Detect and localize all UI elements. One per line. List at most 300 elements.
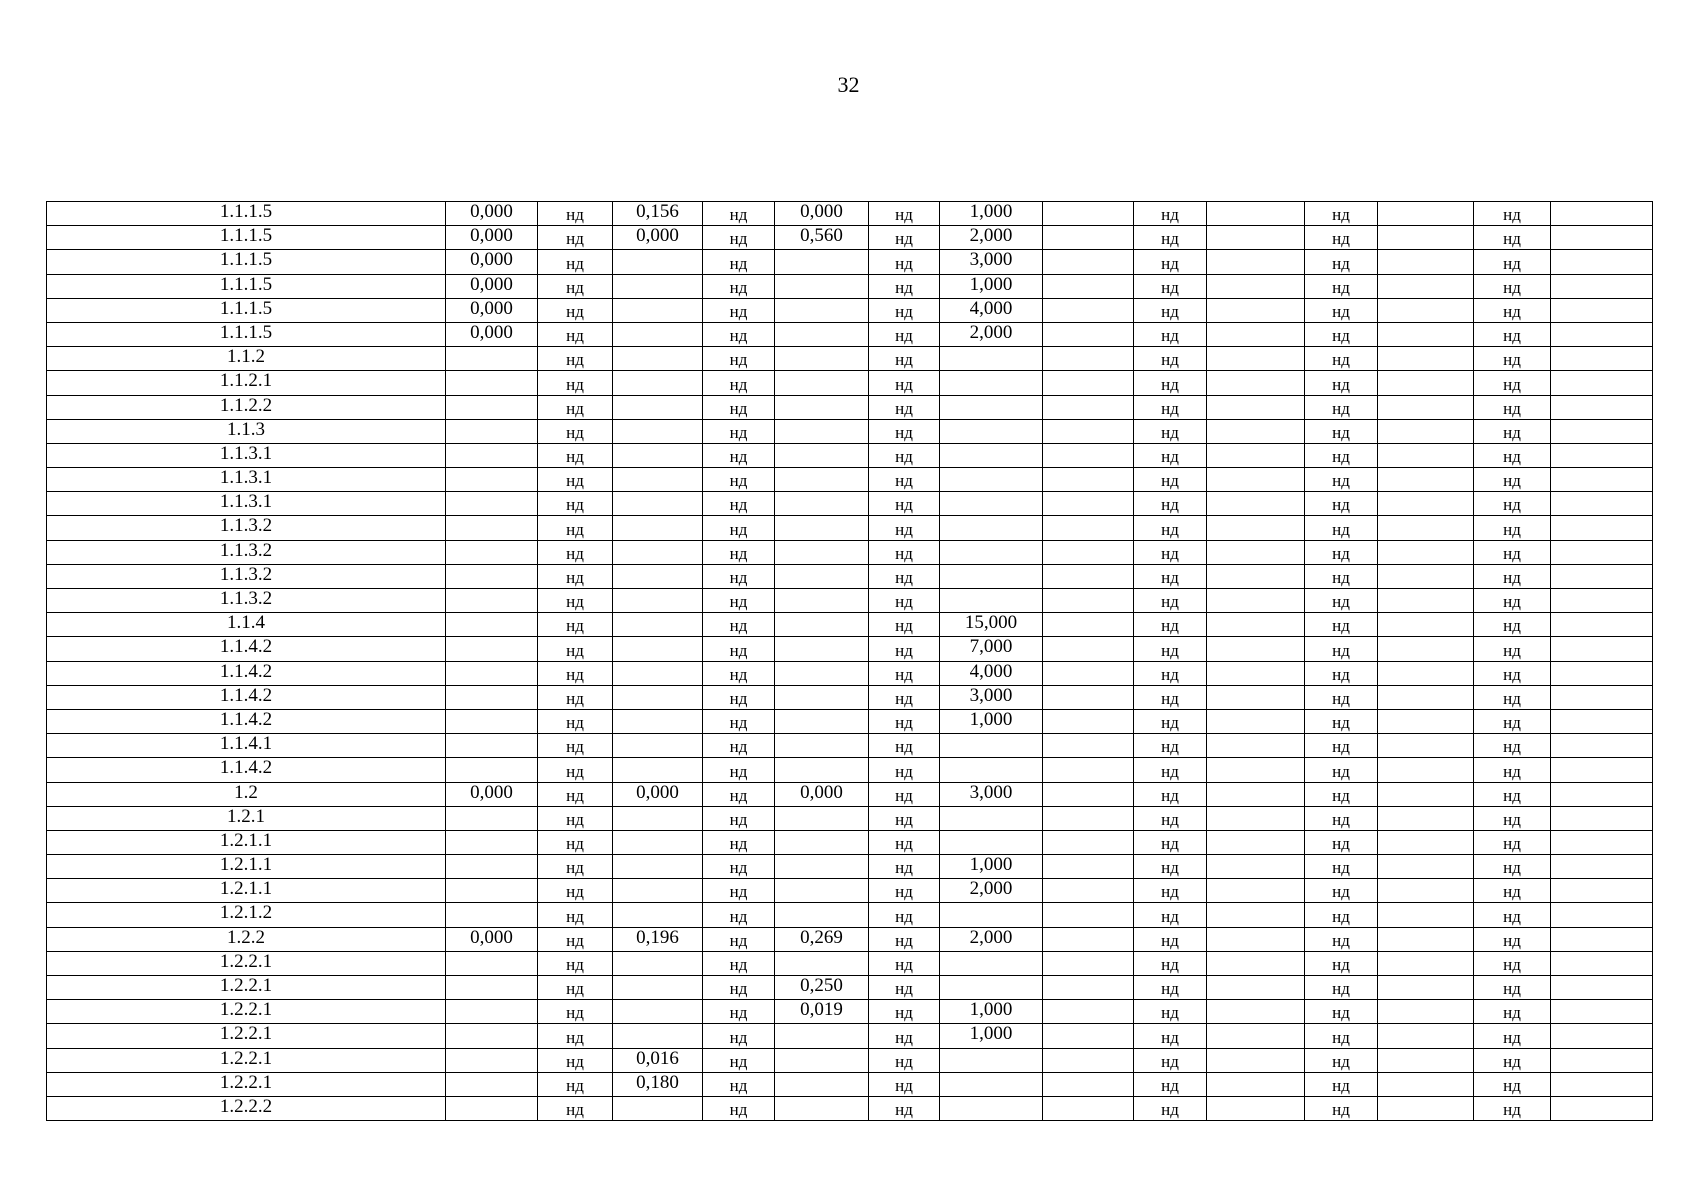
table-cell	[1378, 637, 1474, 661]
table-cell: нд	[703, 927, 775, 951]
table-cell: 1,000	[940, 1000, 1043, 1024]
table-cell: нд	[703, 250, 775, 274]
table-cell	[1378, 516, 1474, 540]
table-cell	[775, 443, 869, 467]
table-cell: нд	[1134, 347, 1207, 371]
table-cell: нд	[538, 758, 613, 782]
table-cell: нд	[1134, 951, 1207, 975]
table-cell: нд	[703, 298, 775, 322]
table-cell	[1378, 855, 1474, 879]
table-cell: нд	[538, 1024, 613, 1048]
table-cell	[446, 903, 538, 927]
table-row	[47, 1048, 1653, 1072]
table-cell	[1207, 540, 1305, 564]
table-cell	[1551, 468, 1653, 492]
table-cell	[446, 951, 538, 975]
table-cell	[1551, 613, 1653, 637]
table-cell: 1,000	[940, 202, 1043, 226]
table-cell	[446, 661, 538, 685]
table-cell	[1378, 709, 1474, 733]
table-cell: нд	[538, 443, 613, 467]
table-cell	[775, 613, 869, 637]
row-code-cell: 1.1.3.1	[47, 443, 446, 467]
table-cell: нд	[538, 1096, 613, 1120]
row-code-cell: 1.2.1.1	[47, 855, 446, 879]
table-cell	[613, 492, 703, 516]
table-cell: нд	[1305, 298, 1378, 322]
table-cell	[1551, 1048, 1653, 1072]
table-cell	[1043, 903, 1134, 927]
table-cell	[940, 806, 1043, 830]
table-cell: нд	[538, 347, 613, 371]
table-cell	[1043, 347, 1134, 371]
table-cell: нд	[1305, 250, 1378, 274]
table-cell	[1551, 226, 1653, 250]
table-cell	[613, 419, 703, 443]
table-cell: нд	[703, 976, 775, 1000]
table-cell: нд	[703, 734, 775, 758]
table-row	[47, 226, 1653, 250]
table-cell	[446, 419, 538, 443]
table-cell: нд	[703, 564, 775, 588]
table-cell	[1207, 1000, 1305, 1024]
table-cell: нд	[703, 589, 775, 613]
table-cell	[1378, 734, 1474, 758]
table-row	[47, 589, 1653, 613]
table-cell: 0,000	[446, 226, 538, 250]
table-cell	[613, 879, 703, 903]
table-cell	[940, 419, 1043, 443]
table-cell	[1551, 1096, 1653, 1120]
table-cell: нд	[1134, 226, 1207, 250]
table-cell	[446, 395, 538, 419]
table-cell	[1043, 1096, 1134, 1120]
table-cell: нд	[703, 613, 775, 637]
table-cell: нд	[1134, 298, 1207, 322]
table-cell: нд	[1305, 202, 1378, 226]
table-cell: нд	[869, 1000, 940, 1024]
table-cell: нд	[1134, 637, 1207, 661]
table-cell: нд	[869, 516, 940, 540]
table-row	[47, 516, 1653, 540]
table-cell	[613, 564, 703, 588]
table-cell	[1551, 540, 1653, 564]
table-row	[47, 564, 1653, 588]
table-cell	[613, 806, 703, 830]
table-cell	[1378, 613, 1474, 637]
table-cell: нд	[1134, 540, 1207, 564]
table-cell	[1378, 758, 1474, 782]
table-cell: 0,000	[446, 782, 538, 806]
table-cell	[775, 322, 869, 346]
table-cell	[446, 540, 538, 564]
table-row	[47, 1000, 1653, 1024]
table-cell	[446, 1024, 538, 1048]
table-cell	[613, 637, 703, 661]
table-cell	[1378, 226, 1474, 250]
table-cell: нд	[1305, 468, 1378, 492]
table-cell	[1551, 927, 1653, 951]
table-row	[47, 371, 1653, 395]
table-cell: 0,000	[446, 927, 538, 951]
table-cell: 1,000	[940, 709, 1043, 733]
table-cell: нд	[869, 202, 940, 226]
table-cell: нд	[1134, 250, 1207, 274]
table-cell: нд	[869, 1048, 940, 1072]
table-row	[47, 709, 1653, 733]
table-cell	[613, 661, 703, 685]
table-cell	[1043, 1072, 1134, 1096]
table-cell: нд	[869, 395, 940, 419]
table-cell	[1207, 298, 1305, 322]
table-cell: нд	[538, 855, 613, 879]
table-cell	[1551, 758, 1653, 782]
row-code-cell: 1.1.1.5	[47, 274, 446, 298]
table-cell	[1207, 661, 1305, 685]
table-cell: нд	[869, 855, 940, 879]
table-cell: нд	[869, 709, 940, 733]
table-cell	[613, 468, 703, 492]
table-cell	[446, 806, 538, 830]
table-cell: 1,000	[940, 855, 1043, 879]
table-cell	[1043, 443, 1134, 467]
table-cell: нд	[538, 492, 613, 516]
table-cell	[1378, 419, 1474, 443]
table-cell: нд	[1134, 564, 1207, 588]
table-cell: нд	[1134, 855, 1207, 879]
table-cell: нд	[1305, 347, 1378, 371]
table-cell: нд	[538, 734, 613, 758]
table-cell	[1378, 202, 1474, 226]
table-cell: нд	[869, 879, 940, 903]
table-cell: нд	[703, 540, 775, 564]
table-cell	[613, 1024, 703, 1048]
table-cell	[1378, 540, 1474, 564]
table-row	[47, 468, 1653, 492]
table-cell: нд	[538, 468, 613, 492]
table-cell: нд	[538, 782, 613, 806]
table-cell	[613, 395, 703, 419]
table-cell	[775, 661, 869, 685]
table-cell: нд	[1305, 927, 1378, 951]
table-row	[47, 322, 1653, 346]
table-row	[47, 347, 1653, 371]
table-cell	[613, 685, 703, 709]
table-cell: 0,560	[775, 226, 869, 250]
table-cell: нд	[869, 951, 940, 975]
table-cell	[1551, 806, 1653, 830]
table-cell	[1043, 540, 1134, 564]
table-cell	[775, 1096, 869, 1120]
row-code-cell: 1.1.3.2	[47, 540, 446, 564]
table-cell: нд	[1305, 540, 1378, 564]
table-cell: нд	[1474, 298, 1551, 322]
table-cell	[775, 492, 869, 516]
table-cell	[775, 758, 869, 782]
table-cell	[775, 1072, 869, 1096]
table-cell	[1378, 274, 1474, 298]
table-cell: нд	[538, 226, 613, 250]
table-cell	[613, 613, 703, 637]
table-cell: нд	[1474, 806, 1551, 830]
row-code-cell: 1.1.4.1	[47, 734, 446, 758]
table-cell: нд	[538, 1000, 613, 1024]
table-cell	[1207, 782, 1305, 806]
table-row	[47, 734, 1653, 758]
table-cell: нд	[1134, 709, 1207, 733]
table-cell: нд	[1134, 1048, 1207, 1072]
table-cell	[1378, 661, 1474, 685]
table-cell	[1043, 1048, 1134, 1072]
table-cell	[1551, 395, 1653, 419]
row-code-cell: 1.2.2.2	[47, 1096, 446, 1120]
table-cell	[446, 613, 538, 637]
table-cell: нд	[703, 226, 775, 250]
table-cell	[1207, 226, 1305, 250]
table-cell	[1043, 927, 1134, 951]
row-code-cell: 1.1.2	[47, 347, 446, 371]
table-cell: нд	[703, 1072, 775, 1096]
table-cell	[1043, 468, 1134, 492]
table-cell: нд	[869, 468, 940, 492]
table-cell: нд	[703, 855, 775, 879]
table-cell	[613, 976, 703, 1000]
table-row	[47, 830, 1653, 854]
row-code-cell: 1.1.4.2	[47, 709, 446, 733]
table-cell	[1378, 1072, 1474, 1096]
table-cell: нд	[1474, 250, 1551, 274]
table-cell: нд	[1474, 734, 1551, 758]
table-cell	[1207, 516, 1305, 540]
table-cell	[446, 516, 538, 540]
table-cell	[446, 443, 538, 467]
table-cell: нд	[538, 685, 613, 709]
table-cell: нд	[1474, 395, 1551, 419]
row-code-cell: 1.2.2.1	[47, 1000, 446, 1024]
table-cell: нд	[1134, 443, 1207, 467]
table-cell	[775, 419, 869, 443]
table-cell	[1043, 250, 1134, 274]
table-cell	[446, 879, 538, 903]
table-cell	[613, 903, 703, 927]
table-cell: нд	[1134, 927, 1207, 951]
table-cell: нд	[869, 830, 940, 854]
table-cell	[940, 395, 1043, 419]
table-cell	[1551, 734, 1653, 758]
table-cell: нд	[1305, 322, 1378, 346]
table-cell: нд	[1474, 782, 1551, 806]
table-cell	[1207, 637, 1305, 661]
table-cell	[1551, 202, 1653, 226]
table-cell	[613, 1000, 703, 1024]
table-cell	[1378, 564, 1474, 588]
table-cell	[446, 492, 538, 516]
table-cell: нд	[1305, 419, 1378, 443]
table-row	[47, 395, 1653, 419]
row-code-cell: 1.1.1.5	[47, 202, 446, 226]
table-cell	[1551, 1072, 1653, 1096]
table-cell	[1378, 1096, 1474, 1120]
table-cell: нд	[1305, 879, 1378, 903]
table-cell: нд	[1474, 371, 1551, 395]
table-cell	[1207, 1048, 1305, 1072]
table-cell	[775, 395, 869, 419]
table-cell: нд	[703, 419, 775, 443]
table-cell: 2,000	[940, 927, 1043, 951]
table-cell	[775, 1024, 869, 1048]
table-cell: нд	[869, 782, 940, 806]
table-cell: нд	[703, 661, 775, 685]
table-cell: нд	[869, 685, 940, 709]
table-cell: нд	[1305, 516, 1378, 540]
table-cell: нд	[1305, 855, 1378, 879]
table-cell: нд	[1305, 951, 1378, 975]
row-code-cell: 1.1.3.1	[47, 492, 446, 516]
table-cell	[940, 976, 1043, 1000]
table-cell: нд	[1474, 322, 1551, 346]
table-cell: 4,000	[940, 298, 1043, 322]
row-code-cell: 1.1.2.1	[47, 371, 446, 395]
table-row	[47, 637, 1653, 661]
table-cell	[613, 250, 703, 274]
table-cell	[613, 347, 703, 371]
table-row	[47, 298, 1653, 322]
table-cell: нд	[1134, 516, 1207, 540]
table-cell	[1043, 782, 1134, 806]
table-cell	[446, 468, 538, 492]
table-cell	[1207, 758, 1305, 782]
table-cell	[1551, 516, 1653, 540]
table-cell: нд	[869, 322, 940, 346]
table-cell	[613, 371, 703, 395]
table-cell: нд	[1305, 1096, 1378, 1120]
table-cell: нд	[703, 492, 775, 516]
table-cell: нд	[1134, 1096, 1207, 1120]
table-cell	[446, 734, 538, 758]
table-cell: нд	[1474, 709, 1551, 733]
table-cell	[613, 298, 703, 322]
table-cell	[1207, 685, 1305, 709]
table-cell: нд	[1305, 637, 1378, 661]
table-cell: 0,000	[775, 202, 869, 226]
table-cell	[1043, 661, 1134, 685]
table-cell: нд	[1305, 734, 1378, 758]
table-cell: нд	[538, 976, 613, 1000]
table-cell	[1043, 758, 1134, 782]
table-cell: нд	[1474, 1000, 1551, 1024]
table-cell	[775, 685, 869, 709]
table-cell	[1378, 1000, 1474, 1024]
table-cell: нд	[1134, 322, 1207, 346]
table-cell	[1043, 1000, 1134, 1024]
table-cell	[775, 1048, 869, 1072]
table-cell: нд	[538, 806, 613, 830]
table-cell: нд	[703, 903, 775, 927]
table-cell	[940, 371, 1043, 395]
table-cell	[1207, 806, 1305, 830]
table-cell	[1551, 589, 1653, 613]
table-row	[47, 419, 1653, 443]
table-cell	[775, 903, 869, 927]
table-cell	[1207, 1024, 1305, 1048]
table-cell: нд	[1134, 589, 1207, 613]
table-cell: нд	[538, 589, 613, 613]
table-cell: нд	[869, 903, 940, 927]
table-cell	[1551, 685, 1653, 709]
table-cell: нд	[703, 951, 775, 975]
table-cell	[1378, 879, 1474, 903]
table-cell	[1551, 347, 1653, 371]
table-cell: нд	[1474, 758, 1551, 782]
table-cell	[775, 250, 869, 274]
table-cell: 3,000	[940, 250, 1043, 274]
table-cell: нд	[538, 709, 613, 733]
table-cell	[940, 540, 1043, 564]
table-cell: нд	[1134, 661, 1207, 685]
table-cell	[1378, 1048, 1474, 1072]
table-cell	[446, 637, 538, 661]
table-cell: нд	[538, 298, 613, 322]
table-cell: нд	[1134, 492, 1207, 516]
row-code-cell: 1.2.1.2	[47, 903, 446, 927]
table-cell	[613, 758, 703, 782]
table-cell: 0,000	[446, 322, 538, 346]
table-cell: нд	[869, 806, 940, 830]
table-cell	[775, 734, 869, 758]
table-cell: нд	[869, 250, 940, 274]
table-cell: нд	[703, 709, 775, 733]
table-cell	[613, 516, 703, 540]
table-cell: 0,250	[775, 976, 869, 1000]
table-cell	[1043, 806, 1134, 830]
page-number: 32	[837, 72, 860, 97]
table-cell: нд	[703, 830, 775, 854]
row-code-cell: 1.1.2.2	[47, 395, 446, 419]
table-cell: нд	[1474, 589, 1551, 613]
table-cell	[1378, 806, 1474, 830]
table-cell	[1043, 589, 1134, 613]
table-cell	[1043, 419, 1134, 443]
table-cell: нд	[1134, 395, 1207, 419]
table-row	[47, 540, 1653, 564]
table-cell	[775, 879, 869, 903]
table-cell	[1378, 782, 1474, 806]
table-cell: нд	[1474, 927, 1551, 951]
table-cell	[446, 685, 538, 709]
table-cell: нд	[1305, 564, 1378, 588]
table-cell: нд	[1305, 1024, 1378, 1048]
table-cell	[775, 468, 869, 492]
table-cell: 1,000	[940, 1024, 1043, 1048]
table-cell	[775, 516, 869, 540]
table-cell	[613, 855, 703, 879]
table-cell: нд	[538, 371, 613, 395]
table-cell: нд	[1305, 1048, 1378, 1072]
table-row	[47, 782, 1653, 806]
table-cell	[1043, 709, 1134, 733]
row-code-cell: 1.1.1.5	[47, 298, 446, 322]
table-cell: нд	[1474, 1096, 1551, 1120]
table-cell	[446, 709, 538, 733]
table-cell	[1207, 1072, 1305, 1096]
table-cell: нд	[538, 613, 613, 637]
table-cell	[1207, 492, 1305, 516]
table-cell: нд	[1134, 758, 1207, 782]
row-code-cell: 1.2.2	[47, 927, 446, 951]
table-cell: нд	[538, 927, 613, 951]
table-cell: нд	[703, 468, 775, 492]
table-cell: нд	[869, 1072, 940, 1096]
